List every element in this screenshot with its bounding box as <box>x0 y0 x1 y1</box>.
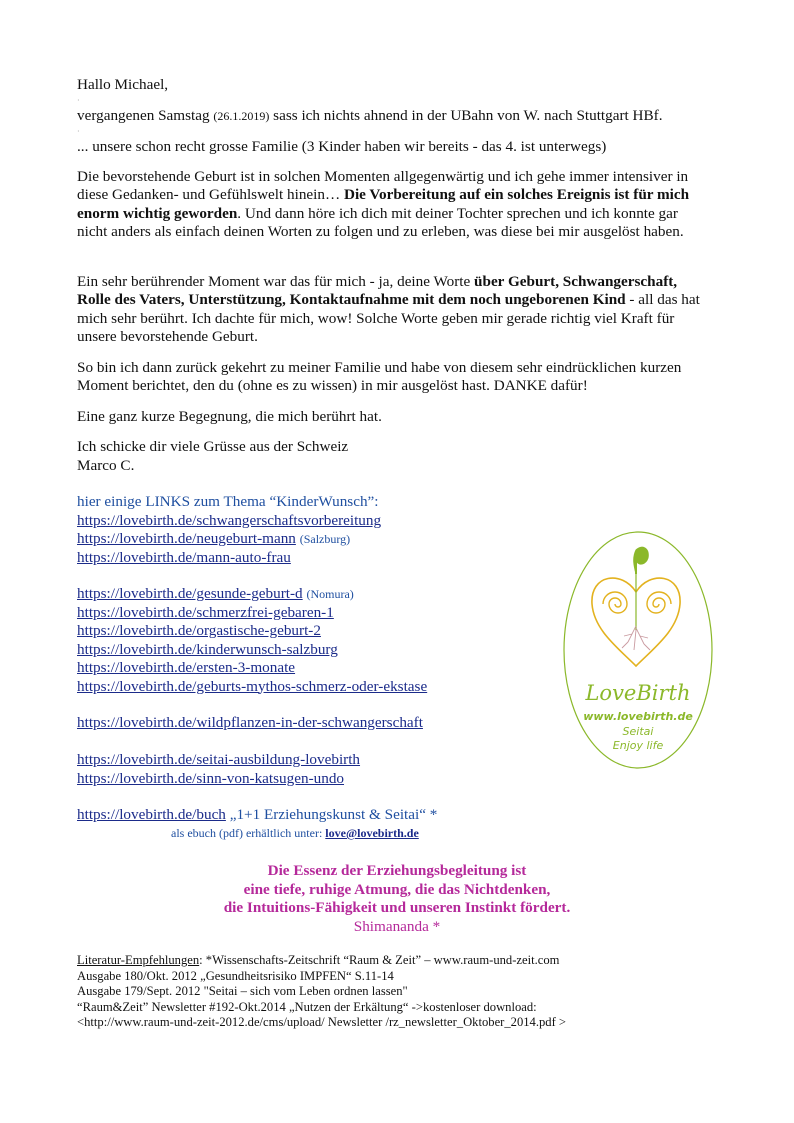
list-item <box>77 751 360 770</box>
list-item <box>77 714 423 733</box>
list-item <box>77 585 427 604</box>
p3-text-b: . Und dann höre ich dich mit deiner Tochter sprechen und ich konnte gar nicht anders als einfach deinen Worten zu folgen und zu erleben, was diese bei mir ausgelöst haben. <box>77 204 684 241</box>
link-mann-auto-frau[interactable]: https://lovebirth.de/mann-auto-frau <box>77 548 291 566</box>
link-ersten-3-monate[interactable]: https://lovebirth.de/ersten-3-monate <box>77 659 296 676</box>
p1-date: (26.1.2019) <box>213 109 270 123</box>
link-kinderwunsch-salzburg[interactable]: https://lovebirth.de/kinderwunsch-salzburg <box>77 640 338 658</box>
book-title: „1+1 Erziehungskunst & Seitai“ * <box>225 806 438 823</box>
literature-line-5: <http://www.raum-und-zeit-2012.de/cms/upload/ Newsletter /rz_newsletter_Oktober_2014.pdf > <box>77 1015 567 1030</box>
literature-line-3: Ausgabe 179/Sept. 2012 "Seitai – sich vom Leben ordnen lassen" <box>77 984 408 999</box>
literature-label: Literatur-Empfehlungen <box>77 953 200 967</box>
logo-line-2: Enjoy life <box>612 739 664 752</box>
links-group-4 <box>77 751 360 788</box>
link-gesunde-geburt[interactable]: https://lovebirth.de/gesunde-geburt-d <box>77 585 303 602</box>
link-neugeburt-mann[interactable]: https://lovebirth.de/neugeburt-mann <box>77 530 296 547</box>
closing: Ich schicke dir viele Grüsse aus der Schweiz <box>77 438 349 455</box>
ebook-note <box>171 826 419 841</box>
paragraph-mark: · <box>77 96 80 105</box>
p4-text-a: Ein sehr berührender Moment war das für mich - ja, deine Worte <box>77 273 475 290</box>
paragraph-1 <box>77 107 712 125</box>
link-orgastische-geburt[interactable]: https://lovebirth.de/orgastische-geburt-2 <box>77 622 321 639</box>
literature-line-1: : *Wissenschafts-Zeitschrift “Raum & Zeit” – www.raum-und-zeit.com <box>199 953 560 967</box>
link-schmerzfrei-gebaren[interactable]: https://lovebirth.de/schmerzfrei-gebaren-1 <box>77 603 334 621</box>
ebook-text: als ebuch (pdf) erhältlich unter: <box>171 826 326 840</box>
quote-line-2: eine tiefe, ruhige Atmung, die das Nichtdenken, <box>243 880 551 898</box>
quote-line-3: die Intuitions-Fähigkeit und unseren Instinkt fördert. <box>223 899 571 916</box>
literature-line-2: Ausgabe 180/Okt. 2012 „Gesundheitsrisiko IMPFEN“ S.11-14 <box>77 968 394 983</box>
paragraph-4 <box>77 273 712 347</box>
links-group-2 <box>77 585 427 696</box>
ebook-email-link[interactable]: love@lovebirth.de <box>325 826 419 840</box>
list-item <box>77 622 427 641</box>
list-item <box>77 604 427 623</box>
p3-bold: Die Vorbereitung auf ein solches Ereignis ist für mich enorm wichtig geworden <box>77 186 690 222</box>
links-group-3 <box>77 714 423 733</box>
logo-brand: LoveBirth <box>585 681 691 705</box>
literature-line-4: “Raum&Zeit” Newsletter #192-Okt.2014 „Nutzen der Erkältung“ ->kostenloser download: <box>77 999 537 1014</box>
link-schwangerschaftsvorbereitung[interactable]: https://lovebirth.de/schwangerschaftsvorbereitung <box>77 511 382 529</box>
link-seitai-ausbildung[interactable]: https://lovebirth.de/seitai-ausbildung-lovebirth <box>77 751 361 768</box>
link-geburts-mythos[interactable]: https://lovebirth.de/geburts-mythos-schmerz-oder-ekstase <box>77 677 428 695</box>
link-wildpflanzen[interactable]: https://lovebirth.de/wildpflanzen-in-der-schwangerschaft <box>77 714 423 731</box>
paragraph-2: ... unsere schon recht grosse Familie (3 Kinder haben wir bereits - das 4. ist unterwegs) <box>77 138 607 155</box>
link-buch[interactable]: https://lovebirth.de/buch <box>77 806 226 823</box>
list-item <box>77 512 381 531</box>
literature-block <box>77 953 717 1031</box>
p3-text-a: Die bevorstehende Geburt ist in solchen Momenten allgegenwärtig und ich gehe immer intensiver in diese Gedanken- und Gefühlswelt hinein… <box>77 168 689 204</box>
list-item <box>77 659 427 678</box>
paragraph-3 <box>77 168 712 242</box>
paragraph-6: Eine ganz kurze Begegnung, die mich berührt hat. <box>77 408 382 425</box>
paragraph-mark: · <box>77 127 80 136</box>
greeting: Hallo Michael, <box>77 76 169 93</box>
list-item <box>77 641 427 660</box>
book-link-row <box>77 806 437 825</box>
quote-block <box>77 862 717 936</box>
list-item <box>77 678 427 697</box>
p1-text-b: sass ich nichts ahnend in der UBahn von W. nach Stuttgart HBf. <box>269 107 663 124</box>
paragraph-5: So bin ich dann zurück gekehrt zu meiner Familie und habe von diesem sehr eindrücklichen kurzen Moment berichtet, den du (ohne es zu wissen) in mir ausgelöst hast. DANKE dafür! <box>77 359 682 395</box>
link-note: (Nomura) <box>306 587 354 601</box>
lovebirth-logo-graphic <box>562 530 714 770</box>
signature: Marco C. <box>77 457 135 474</box>
links-heading: hier einige LINKS zum Thema “KinderWunsch”: <box>77 493 379 510</box>
list-item <box>77 530 381 549</box>
links-section <box>77 493 381 567</box>
link-katsugen-undo[interactable]: https://lovebirth.de/sinn-von-katsugen-undo <box>77 769 345 787</box>
logo-line-1: Seitai <box>622 725 654 738</box>
link-note: (Salzburg) <box>299 532 351 546</box>
list-item <box>77 549 381 568</box>
p1-text-a: vergangenen Samstag <box>77 107 214 124</box>
p4-bold: über Geburt, Schwangerschaft, Rolle des Vaters, Unterstützung, Kontaktaufnahme mit dem noch ungeborenen Kind <box>77 273 678 309</box>
quote-line-1: Die Essenz der Erziehungsbegleitung ist <box>267 862 527 879</box>
list-item <box>77 770 360 789</box>
p4-text-b: - all das hat mich sehr berührt. Ich dachte für mich, wow! Solche Worte geben mir gerade richtig viel Kraft für unsere bevorstehende Geburt. <box>77 291 700 346</box>
logo-url: www.lovebirth.de <box>583 710 693 723</box>
lovebirth-logo <box>562 530 714 770</box>
quote-author: Shimananda * <box>353 917 441 935</box>
